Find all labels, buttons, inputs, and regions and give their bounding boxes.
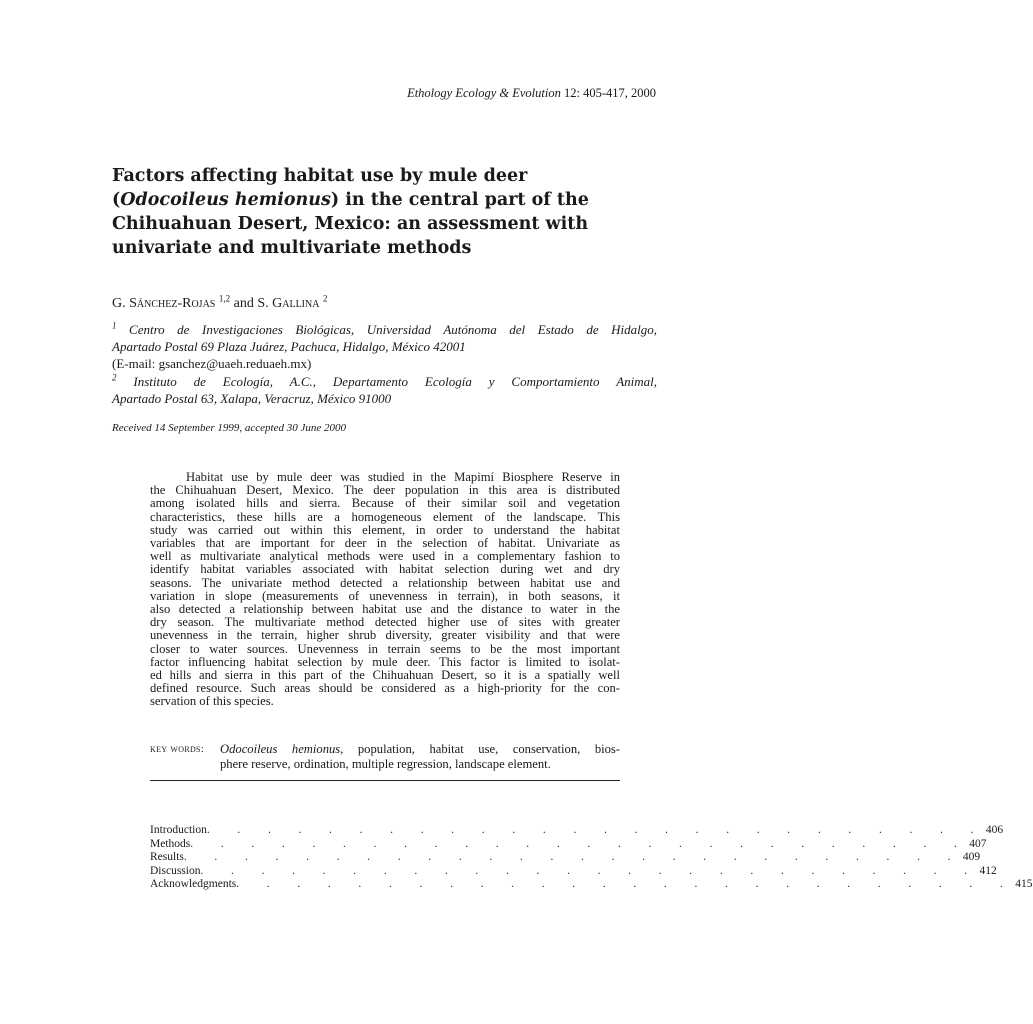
abstract-line: variation in slope (measurements of unevenness in terrain), in both seasons, it xyxy=(150,588,620,603)
received-date: Received 14 September 1999, accepted 30 June 2000 xyxy=(112,422,346,434)
title-line-4: univariate and multivariate methods xyxy=(112,238,472,258)
toc-page: 407 xyxy=(969,837,987,850)
author-2-affiliation-marker: 2 xyxy=(322,293,328,304)
title-species: Odocoileus hemionus xyxy=(120,190,331,210)
author-1: Sánchez-Rojas xyxy=(129,296,216,311)
divider xyxy=(150,780,620,781)
affiliation-2-line-1: $^2$ Instituto de Ecología, A.C., Departamento Ecología y Comportamiento Animal, xyxy=(112,372,658,389)
abstract-line: the Chihuahuan Desert, Mexico. The deer population in this area is distributed xyxy=(150,483,620,498)
keywords-text xyxy=(220,742,620,772)
toc-row xyxy=(150,864,997,879)
abstract-line: closer to water sources. Unevenness in terrain seems to be the most important xyxy=(150,641,620,656)
toc-label: Acknowledgments xyxy=(150,878,237,890)
title-line-3: Chihuahuan Desert, Mexico: an assessment with xyxy=(112,214,589,234)
abstract-line: also detected a relationship between habitat use and the distance to water in the xyxy=(150,602,620,617)
toc-leader: . . . . . . . . . . . . . . . . . . . . . . . . . . xyxy=(200,864,980,877)
abstract-line: identify habitat variables associated with habitat selection during wet and dry xyxy=(150,562,620,577)
abstract-line: unevenness in the terrain, higher shrub diversity, greater visibility and that were xyxy=(150,628,620,643)
affiliation-2-line-2: Apartado Postal 63, Xalapa, Veracruz, México 91000 xyxy=(112,390,392,406)
affiliations xyxy=(112,321,657,407)
keywords-line-2: phere reserve, ordination, multiple regression, landscape element. xyxy=(220,757,551,771)
keywords xyxy=(150,742,620,772)
journal-volume-pages: 12: 405-417, 2000 xyxy=(563,86,656,100)
abstract-line: variables that are important for deer in the selection of habitat. Univariate as xyxy=(150,536,620,551)
toc-leader: . . . . . . . . . . . . . . . . . . . . . . . . . . xyxy=(183,851,963,863)
affiliation-1-line-1: $^1$ Centro de Investigaciones Biológicas, Universidad Autónoma del Estado de Hidalgo, xyxy=(112,320,657,337)
toc-leader: . . . . . . . . . . . . . . . . . . . . . . . . . . xyxy=(236,878,1016,890)
abstract-line: ed hills and sierra in this part of the Chihuahuan Desert, so it is a spatially well xyxy=(150,668,620,683)
author-1-affiliation-marker: 1,2 xyxy=(218,293,231,304)
toc-row xyxy=(150,824,1004,838)
abstract-line: factor influencing habitat selection by mule deer. This factor is limited to isolat- xyxy=(150,654,620,669)
toc-label: Results xyxy=(150,851,184,863)
toc-page: 412 xyxy=(979,864,997,877)
abstract-line: characteristics, these hills are a homogeneous element of the landscape. This xyxy=(150,509,620,524)
abstract-line: study was carried out within this element, in order to understand the habitat xyxy=(150,522,620,537)
abstract-line: Habitat use by mule deer was studied in the Mapimí Biosphere Reserve in xyxy=(186,470,620,484)
affiliation-1-line-2: Apartado Postal 69 Plaza Juárez, Pachuca, Hidalgo, México 42001 xyxy=(112,339,466,355)
abstract-line: seasons. The univariate method detected a relationship between habitat use and xyxy=(150,575,620,590)
article-title xyxy=(112,164,672,260)
abstract xyxy=(150,471,620,709)
toc-row xyxy=(150,837,987,852)
toc-row xyxy=(150,851,981,865)
toc-page: 406 xyxy=(985,824,1004,836)
journal-name: Ethology Ecology & Evolution xyxy=(407,86,561,100)
toc-label: Methods xyxy=(150,837,191,850)
toc-leader: . . . . . . . . . . . . . . . . . . . . . . . . . . xyxy=(206,824,986,836)
abstract-line: among isolated hills and sierra. Because of their similar soil and vegetation xyxy=(150,496,620,511)
table-of-contents xyxy=(150,824,1033,892)
title-line-1: Factors affecting habitat use by mule deer xyxy=(112,166,528,186)
toc-page: 409 xyxy=(962,851,981,863)
author-2: Gallina xyxy=(272,296,320,311)
author-line: G. Sánchez-Rojas $^{1,2}$ and S. Gallina $^2$ xyxy=(112,293,328,311)
toc-leader: . . . . . . . . . . . . . . . . . . . . . . . . . . xyxy=(190,837,970,850)
abstract-line: defined resource. Such areas should be considered as a high-priority for the con- xyxy=(150,681,620,696)
keywords-line-1: Odocoileus hemionus, population, habitat use, conservation, bios- xyxy=(220,742,621,756)
toc-label: Introduction xyxy=(150,824,207,836)
abstract-line: servation of this species. xyxy=(150,694,274,709)
email: (E-mail: gsanchez@uaeh.reduaeh.mx) xyxy=(112,356,312,372)
toc-row xyxy=(150,878,1033,892)
abstract-line: well as multivariate analytical methods were used in a complementary fashion to xyxy=(150,549,620,564)
keywords-label: key words: xyxy=(150,743,205,755)
keywords-species: Odocoileus hemionus xyxy=(220,742,341,756)
title-line-2: (Odocoileus hemionus) in the central part of the xyxy=(112,190,589,210)
journal-citation xyxy=(407,86,656,101)
toc-label: Discussion xyxy=(150,864,201,877)
abstract-line: dry season. The multivariate method detected higher use of sites with greater xyxy=(150,615,620,630)
toc-page: 415 xyxy=(1015,878,1033,890)
